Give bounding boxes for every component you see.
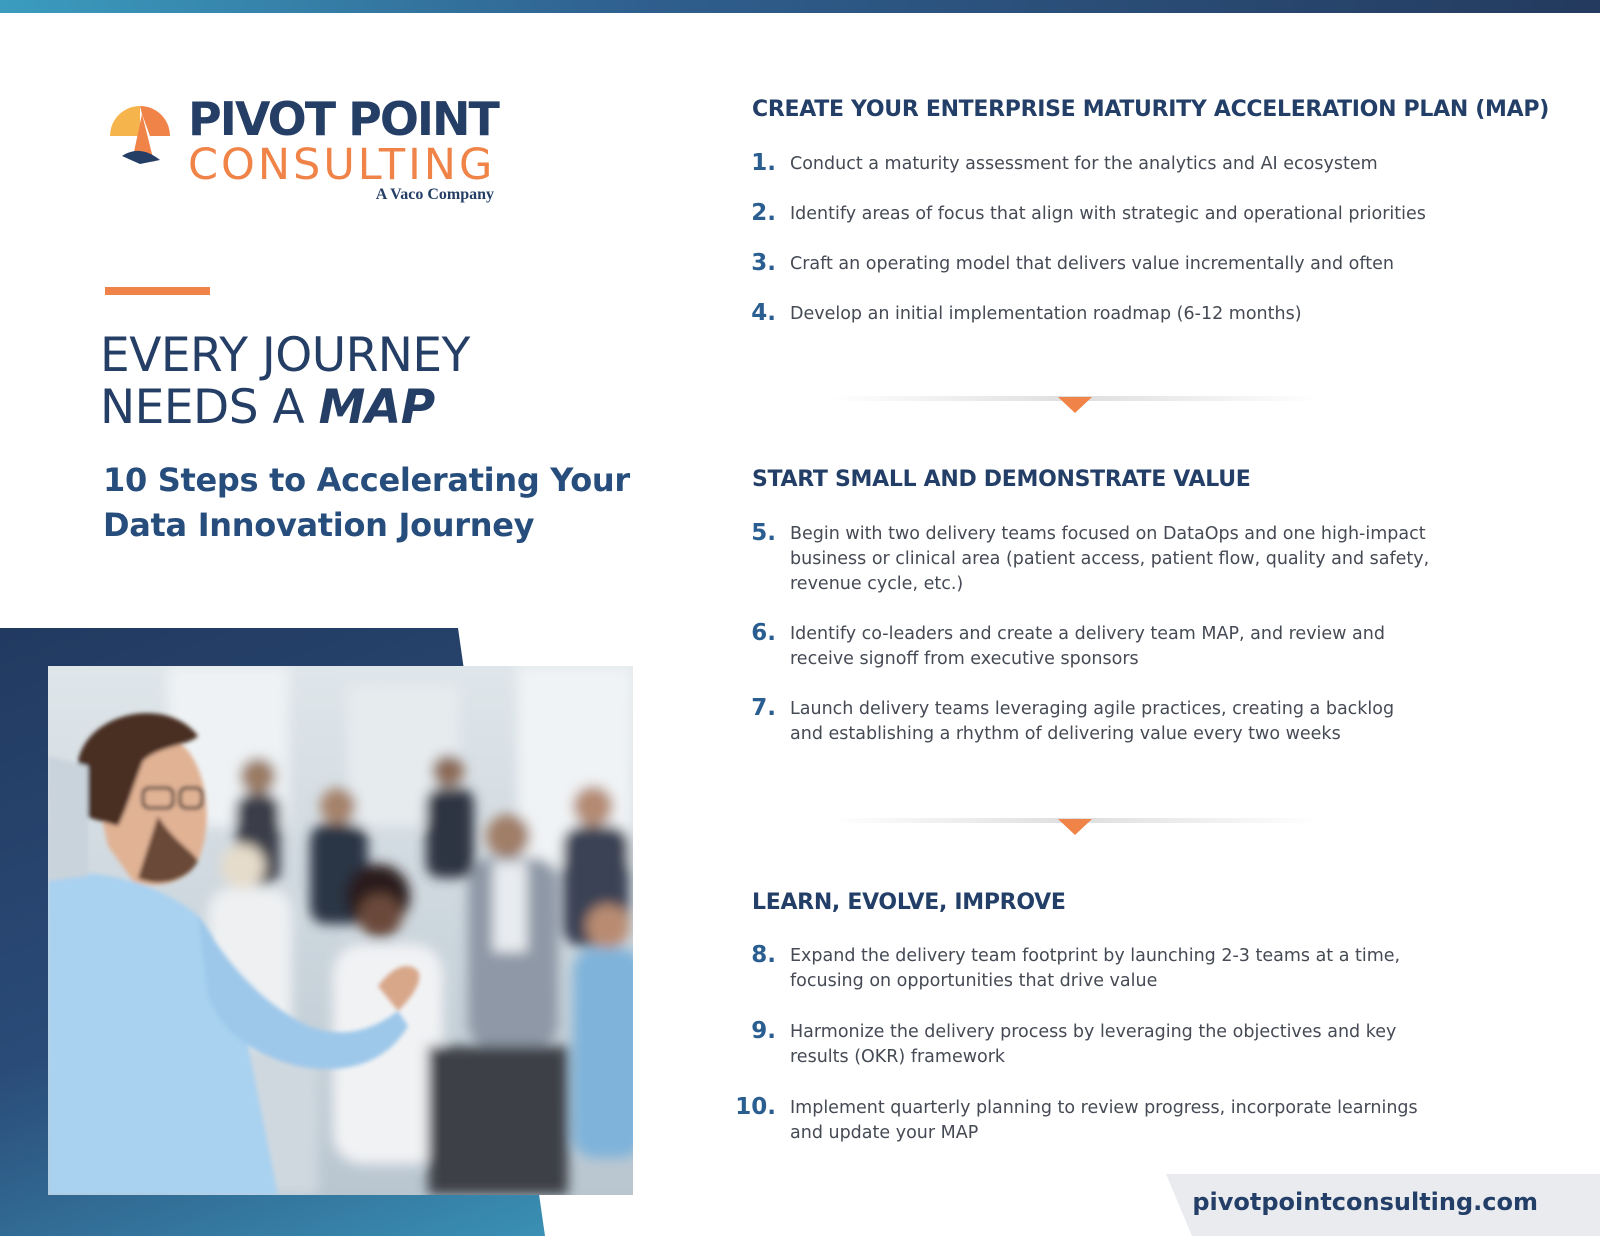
step-text: Launch delivery teams leveraging agile practices, creating a backlog and establishing a rhythm of delivering value every two weeks <box>790 699 1395 744</box>
headline-emphasis: MAP <box>318 380 435 435</box>
subtitle: 10 Steps to Accelerating Your Data Innovation Journey <box>103 461 630 544</box>
headline-line2 <box>100 382 470 434</box>
step-text: Conduct a maturity assessment for the analytics and AI ecosystem <box>790 154 1378 174</box>
step-number: 6. <box>751 620 776 646</box>
step-text: Craft an operating model that delivers value incrementally and often <box>790 254 1394 274</box>
step-text: Identify areas of focus that align with strategic and operational priorities <box>790 204 1426 224</box>
step-text: Expand the delivery team footprint by launching 2-3 teams at a time, focusing on opportunities that drive value <box>790 946 1401 991</box>
section-title-learn: LEARN, EVOLVE, IMPROVE <box>752 890 1066 915</box>
logo-wordmark-line1: PIVOT POINT <box>188 92 498 146</box>
headline-line1: EVERY JOURNEY <box>100 328 470 383</box>
presentation-photo-icon <box>48 666 633 1195</box>
step-text: Implement quarterly planning to review progress, incorporate learnings and update your MAP <box>790 1098 1418 1143</box>
step-number: 1. <box>751 150 776 176</box>
logo-tagline: A Vaco Company <box>375 186 494 203</box>
divider-arrow-icon <box>1058 397 1092 413</box>
section-divider <box>830 396 1320 420</box>
company-logo <box>104 92 504 216</box>
section-title-map: CREATE YOUR ENTERPRISE MATURITY ACCELERATION PLAN (MAP) <box>752 97 1549 122</box>
step-text: Begin with two delivery teams focused on DataOps and one high-impact business or clinical area (patient access, patient flow, quality and safety, revenue cycle, etc.) <box>790 524 1430 594</box>
step-number: 10. <box>735 1094 776 1120</box>
divider-arrow-icon <box>1058 819 1092 835</box>
step-number: 9. <box>751 1018 776 1044</box>
step-text: Harmonize the delivery process by leveraging the objectives and key results (OKR) framework <box>790 1022 1397 1067</box>
step-text: Identify co-leaders and create a delivery team MAP, and review and receive signoff from executive sponsors <box>790 624 1385 669</box>
top-gradient-bar <box>0 0 1600 13</box>
headline-line2-prefix: NEEDS A <box>100 380 319 435</box>
step-number: 4. <box>751 300 776 326</box>
orange-accent-bar <box>105 287 210 295</box>
step-number: 3. <box>751 250 776 276</box>
step-number: 8. <box>751 942 776 968</box>
pivot-point-logo-icon <box>104 100 176 172</box>
presentation-photo <box>48 666 633 1195</box>
headline <box>100 330 470 434</box>
step-number: 7. <box>751 695 776 721</box>
logo-wordmark-line2: CONSULTING <box>188 140 496 190</box>
website-link[interactable]: pivotpointconsulting.com <box>1192 1188 1538 1216</box>
step-text: Develop an initial implementation roadmap (6-12 months) <box>790 304 1302 324</box>
section-divider <box>830 818 1320 842</box>
step-number: 5. <box>751 520 776 546</box>
step-number: 2. <box>751 200 776 226</box>
section-title-start-small: START SMALL AND DEMONSTRATE VALUE <box>752 467 1251 492</box>
